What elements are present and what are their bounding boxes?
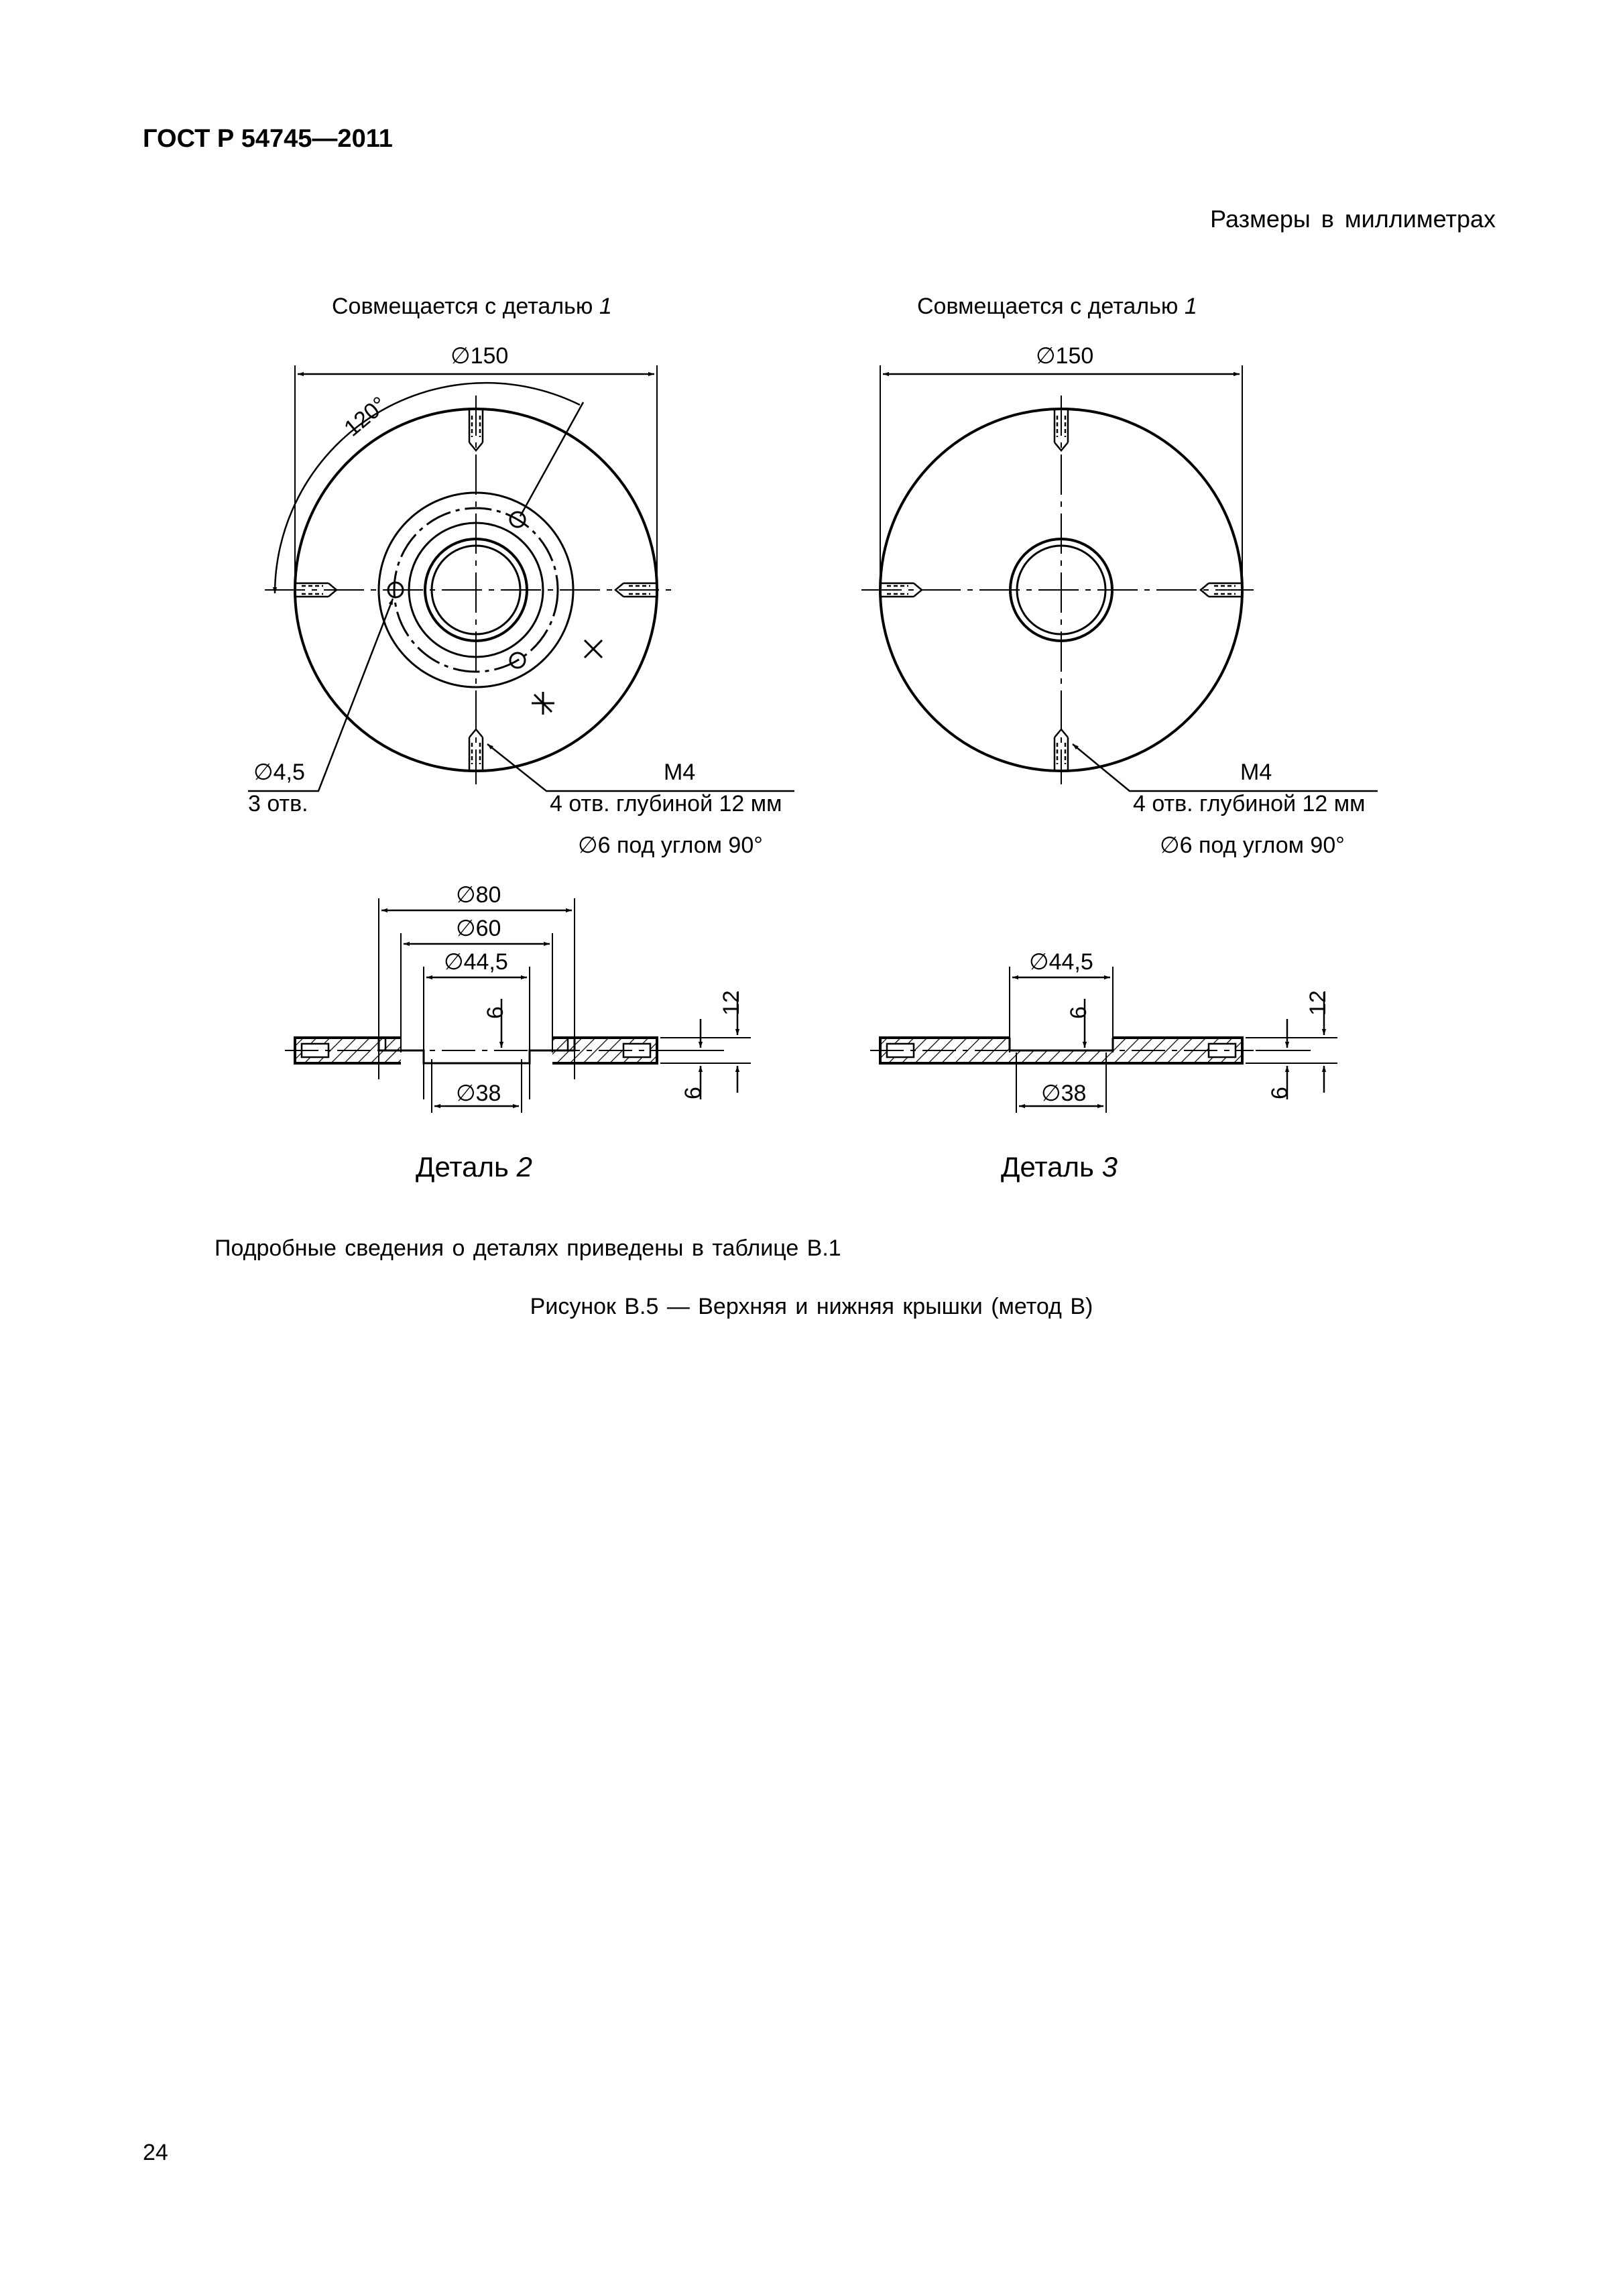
dim-label-dia44: ∅44,5 <box>444 949 508 975</box>
angle-label: 120° <box>339 391 392 442</box>
dim-label-6: 6 <box>680 1087 706 1099</box>
standard-header: ГОСТ Р 54745—2011 <box>143 125 393 153</box>
dim-label-6: 6 <box>1267 1087 1293 1099</box>
thread-leader <box>1073 744 1378 791</box>
chamfer-label: ∅6 под углом 90° <box>1160 833 1345 858</box>
thread-leader <box>487 744 794 791</box>
thread-label: М4 <box>1240 760 1272 785</box>
page-number: 24 <box>143 2140 168 2165</box>
right-top-view <box>861 365 1378 791</box>
dim-label-12: 12 <box>1305 990 1331 1016</box>
dim-label-6-inner: 6 <box>1066 1006 1091 1019</box>
section-title: Деталь 2 <box>416 1151 532 1183</box>
figure-caption: Рисунок В.5 — Верхняя и нижняя крышки (метод В) <box>530 1294 1093 1319</box>
dim-label-dia38: ∅38 <box>1041 1081 1087 1106</box>
dim-label-dia44: ∅44,5 <box>1029 949 1093 975</box>
left-top-view <box>248 365 794 791</box>
dim-label-dia150: ∅150 <box>1036 343 1094 369</box>
mark-cross <box>532 692 554 715</box>
units-note: Размеры в миллиметрах <box>1210 205 1496 233</box>
thread-spec-label: 4 отв. глубиной 12 мм <box>1133 791 1366 817</box>
footnote: Подробные сведения о деталях приведены в таблице В.1 <box>215 1235 841 1261</box>
dim-label-12: 12 <box>719 990 744 1016</box>
dim-label-dia60: ∅60 <box>456 916 501 941</box>
chamfer-label: ∅6 под углом 90° <box>578 833 763 858</box>
dim-label-dia150: ∅150 <box>450 343 509 369</box>
mate-label: Совмещается с деталью 1 <box>917 294 1197 319</box>
dim-label-dia80: ∅80 <box>456 882 501 908</box>
hole-dia-label: ∅4,5 <box>253 760 305 785</box>
left-section-view <box>285 898 751 1113</box>
angle-leader <box>520 402 583 516</box>
section-title: Деталь 3 <box>1001 1151 1118 1183</box>
thread-label: М4 <box>664 760 696 785</box>
mark-cross <box>585 640 602 658</box>
dim-label-6-inner: 6 <box>483 1006 508 1019</box>
mate-label: Совмещается с деталью 1 <box>332 294 612 319</box>
dim-label-dia38: ∅38 <box>456 1081 501 1106</box>
hole-count-label: 3 отв. <box>248 791 308 817</box>
thread-spec-label: 4 отв. глубиной 12 мм <box>550 791 782 817</box>
